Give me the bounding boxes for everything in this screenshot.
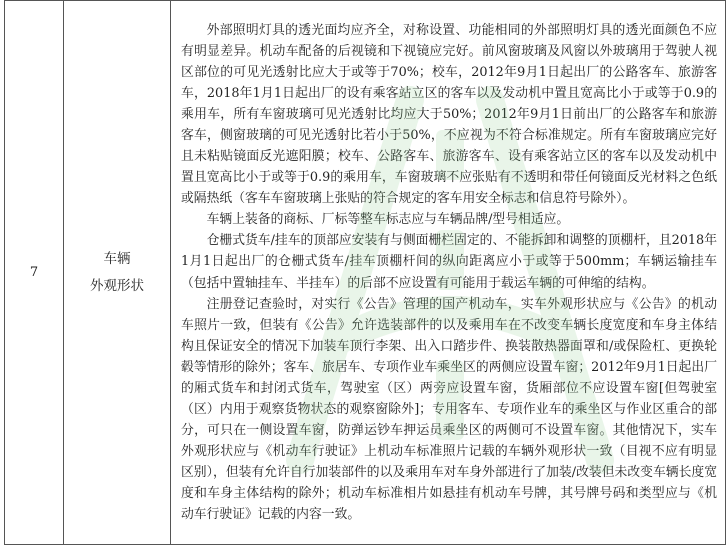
- paragraph-lighting-glass: 外部照明灯具的透光面均应齐全，对称设置、功能相同的外部照明灯具的透光面颜色不应有明显差异。机动车配备的后视镜和下视镜应完好。前风窗玻璃及风窗以外玻璃用于驾驶人视区部位的可见光透射比应大于或等于70%；校车，2012年9月1日起出厂的公路客车、旅游客车，2018年1月1日起出厂的设有乘客站立区的客车以及发动机中置且宽高比小于或等于0.9的乘用车，所有车窗玻璃可见光透射比均应大于50%；2012年9月1日前出厂的公路客车和旅游客车，侧窗玻璃的可见光透射比若小于50%，不应视为不符合标准规定。所有车窗玻璃应完好且未粘贴镜面反光遮阳膜；校车、公路客车、旅游客车、设有乘客站立区的客车以及发动机中置且宽高比小于或等于0.9的乘用车，车窗玻璃不应张贴有不透明和带任何镜面反光材料之色纸或隔热纸（客车车窗玻璃上张贴的符合规定的客车用安全标志和信息符号除外）。: [181, 22, 717, 207]
- paragraph-registration-inspection: 注册登记查验时，对实行《公告》管理的国产机动车，实车外观形状应与《公告》的机动车照片一致，但装有《公告》允许选装部件的以及乘用车在不改变车辆长度宽度和车身主体结构且保证安全的情况下加装车顶行李架、出入口踏步件、换装散热器面罩和/或保险杠、更换轮毂等情形的除外；客车、旅居车、专项作业车乘坐区的两侧应设置车窗；2012年9月1日起出厂的厢式货车和封闭式货车，驾驶室（区）两旁应设置车窗，货厢部位不应设置车窗[但驾驶室（区）内用于观察货物状态的观察窗除外]；专用客车、专项作业车的乘坐区与作业区重合的部分，可只在一侧设置车窗，防弹运钞车押运员乘坐区的两侧可不设置车窗。其他情况下，实车外观形状应与《机动车行驶证》上机动车标准照片记载的车辆外观形状一致（目视不应有明显区别），但装有允许自行加装部件的以及乘用车对车身外部进行了加装/改装但未改变车辆长度宽度和车身主体结构的除外；机动车标准相片如悬挂有机动车号牌，其号牌号码和类型应与《机动车行驶证》记载的内容一致。: [181, 296, 717, 523]
- inspection-standard-table: [4, 0, 726, 545]
- item-name-cell: [64, 1, 171, 545]
- table-row: [5, 1, 726, 545]
- item-name-line1: 车辆: [103, 250, 131, 267]
- paragraph-roof-bars: 仓栅式货车/挂车的顶部应安装有与侧面栅栏固定的、不能拆卸和调整的顶棚杆，且2018年1月1日起出厂的仓栅式货车/挂车顶棚杆间的纵向距离应小于或等于500mm；车辆运输挂车（包括中置轴挂车、半挂车）的后部不应设置有可能用于载运车辆的可伸缩的结构。: [181, 233, 717, 291]
- paragraph-vehicle-logo: 车辆上装备的商标、厂标等整车标志应与车辆品牌/型号相适应。: [206, 212, 570, 228]
- row-index-cell: 7: [5, 1, 64, 545]
- requirement-content-cell: [171, 1, 726, 545]
- item-name-line2: 外观形状: [90, 277, 144, 294]
